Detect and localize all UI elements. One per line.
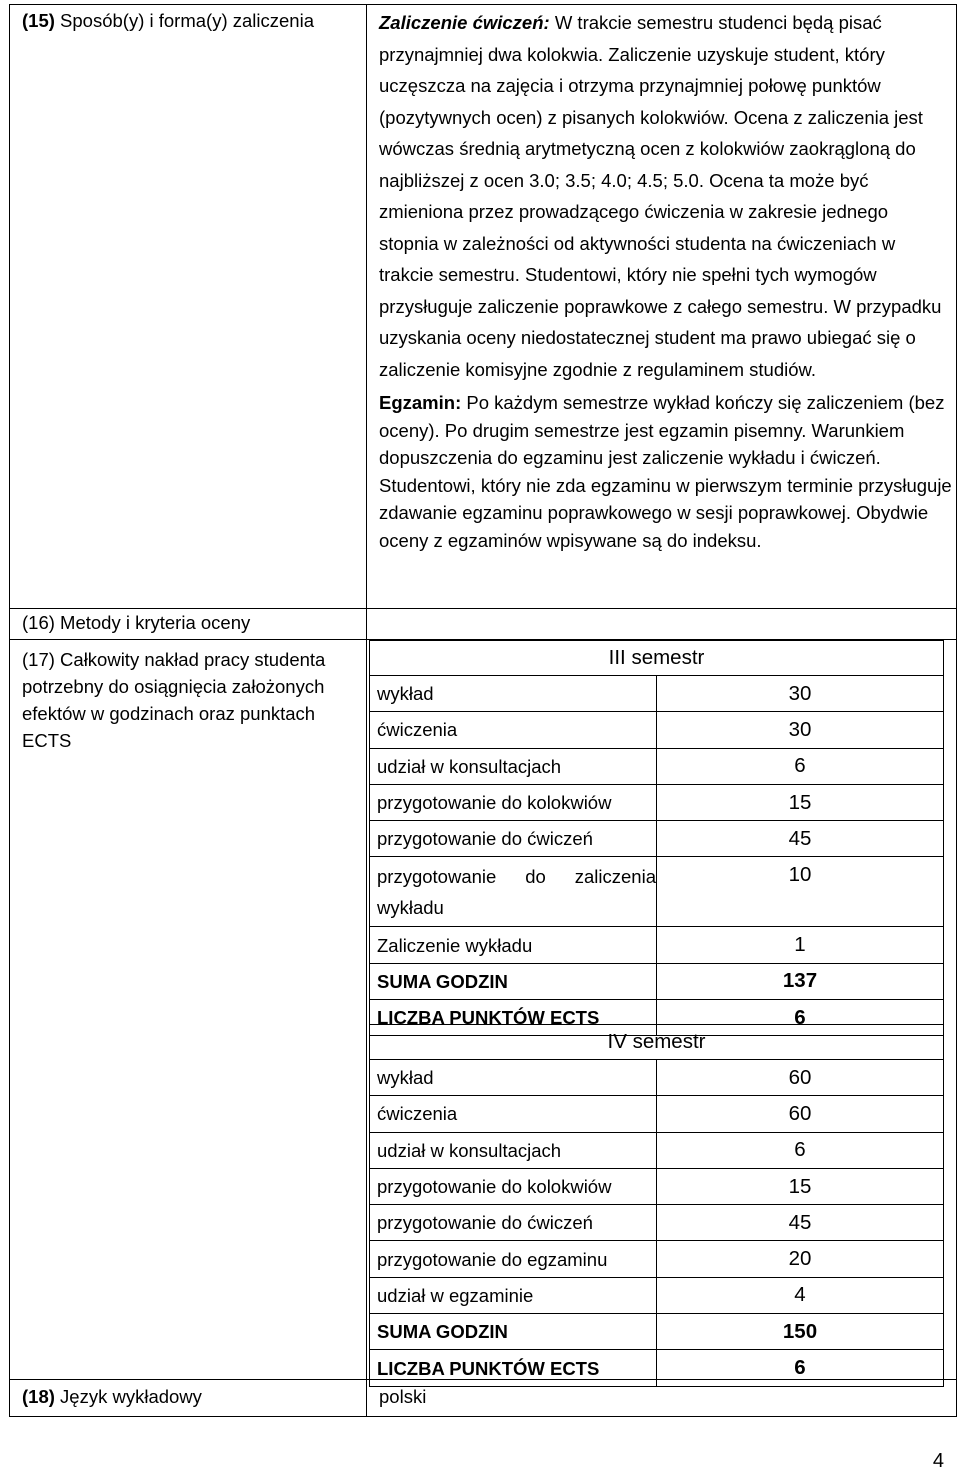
semester-title: IV semestr [370, 1025, 944, 1060]
row-label [22, 1380, 362, 1414]
semester-title: III semestr [370, 641, 944, 676]
item-value: 10 [657, 857, 944, 927]
row-label-text: Język wykładowy [54, 1386, 202, 1407]
exercises-heading: Zaliczenie ćwiczeń: [379, 12, 550, 33]
row-label-text: Sposób(y) i forma(y) zaliczenia [54, 10, 314, 31]
item-value: 15 [657, 784, 944, 820]
label-cell [10, 1380, 367, 1417]
item-name: wykład [370, 676, 657, 712]
label-cell [10, 5, 367, 609]
label-cell [10, 609, 367, 640]
exercises-text: W trakcie semestru studenci będą pisać przynajmniej dwa kolokwia. Zaliczenie uzyskuje student, który uczęszcza na zajęcia i otrzyma przynajmniej połowę punktów (pozytywnych ocen) z pisanych kolokwiów. Ocena z zaliczenia jest wówczas średnią arytmetyczną ocen z kolokwiów zaokrągloną do najbliższej z ocen 3.0; 3.5; 4.0; 4.5; 5.0. Ocena ta może być zmieniona przez prowadzącego ćwiczenia w zakresie jednego stopnia w zależności od aktywności studenta na ćwiczeniach w trakcie semestru. Studentowi, który nie spełni tych wymogów przysługuje zaliczenie poprawkowe z całego semestru. W przypadku uzyskania oceny niedostatecznej student ma prawo ubiegać się o zaliczenie komisyjne zgodnie z regulaminem studiów. [379, 12, 942, 380]
item-value: 15 [657, 1168, 944, 1204]
ects-value: 6 [657, 1000, 944, 1036]
total-hours-value: 137 [657, 963, 944, 999]
label-cell [10, 640, 367, 1380]
ects-value: 6 [657, 1350, 944, 1386]
item-name: wykład [370, 1060, 657, 1096]
item-value: 6 [657, 748, 944, 784]
semester-4-table [369, 1024, 944, 1387]
item-value: 4 [657, 1277, 944, 1313]
item-value: 1 [657, 927, 944, 963]
item-value: 6 [657, 1132, 944, 1168]
item-value: 30 [657, 712, 944, 748]
page-number: 4 [932, 1450, 944, 1472]
item-name: przygotowanie do zaliczenia wykładu [370, 857, 657, 927]
exercises-paragraph [379, 7, 952, 385]
item-value: 20 [657, 1241, 944, 1277]
exam-heading: Egzamin: [379, 392, 462, 413]
exam-text: Po każdym semestrze wykład kończy się zaliczeniem (bez oceny). Po drugim semestrze jest egzamin pisemny. Warunkiem dopuszczenia do egzaminu jest zaliczenie wykładu i ćwiczeń. Studentowi, który nie zda egzaminu w pierwszym terminie przysługuje zdawanie egzaminu poprawkowego w sesji poprawkowej. Obydwie oceny z egzaminów wpisywane są do indeksu. [379, 392, 952, 551]
item-name: przygotowanie do kolokwiów [370, 784, 657, 820]
item-value: 60 [657, 1060, 944, 1096]
item-name: udział w egzaminie [370, 1277, 657, 1313]
item-value: 30 [657, 676, 944, 712]
content-cell [367, 609, 957, 640]
item-name: ćwiczenia [370, 712, 657, 748]
row-assessment-form [10, 5, 957, 609]
row-label: (16) Metody i kryteria oceny [22, 612, 251, 633]
total-hours-value: 150 [657, 1314, 944, 1350]
item-name: ćwiczenia [370, 1096, 657, 1132]
item-name: Zaliczenie wykładu [370, 927, 657, 963]
row-label: (17) Całkowity nakład pracy studenta potrzebny do osiągnięcia założonych efektów w godzinach oraz punktach ECTS [22, 649, 326, 751]
row-number: (15) [22, 10, 55, 31]
row-methods-criteria [10, 609, 957, 640]
item-value: 60 [657, 1096, 944, 1132]
row-number: (18) [22, 1386, 55, 1407]
item-name: udział w konsultacjach [370, 1132, 657, 1168]
item-name: przygotowanie do ćwiczeń [370, 1205, 657, 1241]
total-hours-label: SUMA GODZIN [370, 1314, 657, 1350]
item-name: udział w konsultacjach [370, 748, 657, 784]
ects-label: LICZBA PUNKTÓW ECTS [370, 1350, 657, 1386]
item-name: przygotowanie do ćwiczeń [370, 821, 657, 857]
item-value: 45 [657, 1205, 944, 1241]
content-cell [367, 5, 957, 609]
item-name: przygotowanie do egzaminu [370, 1241, 657, 1277]
language-value: polski [379, 1386, 427, 1407]
row-label [22, 7, 362, 34]
exam-paragraph [379, 389, 952, 554]
semester-3-table [369, 640, 944, 1036]
item-value: 45 [657, 821, 944, 857]
total-hours-label: SUMA GODZIN [370, 963, 657, 999]
ects-label: LICZBA PUNKTÓW ECTS [370, 1000, 657, 1036]
item-name: przygotowanie do kolokwiów [370, 1168, 657, 1204]
